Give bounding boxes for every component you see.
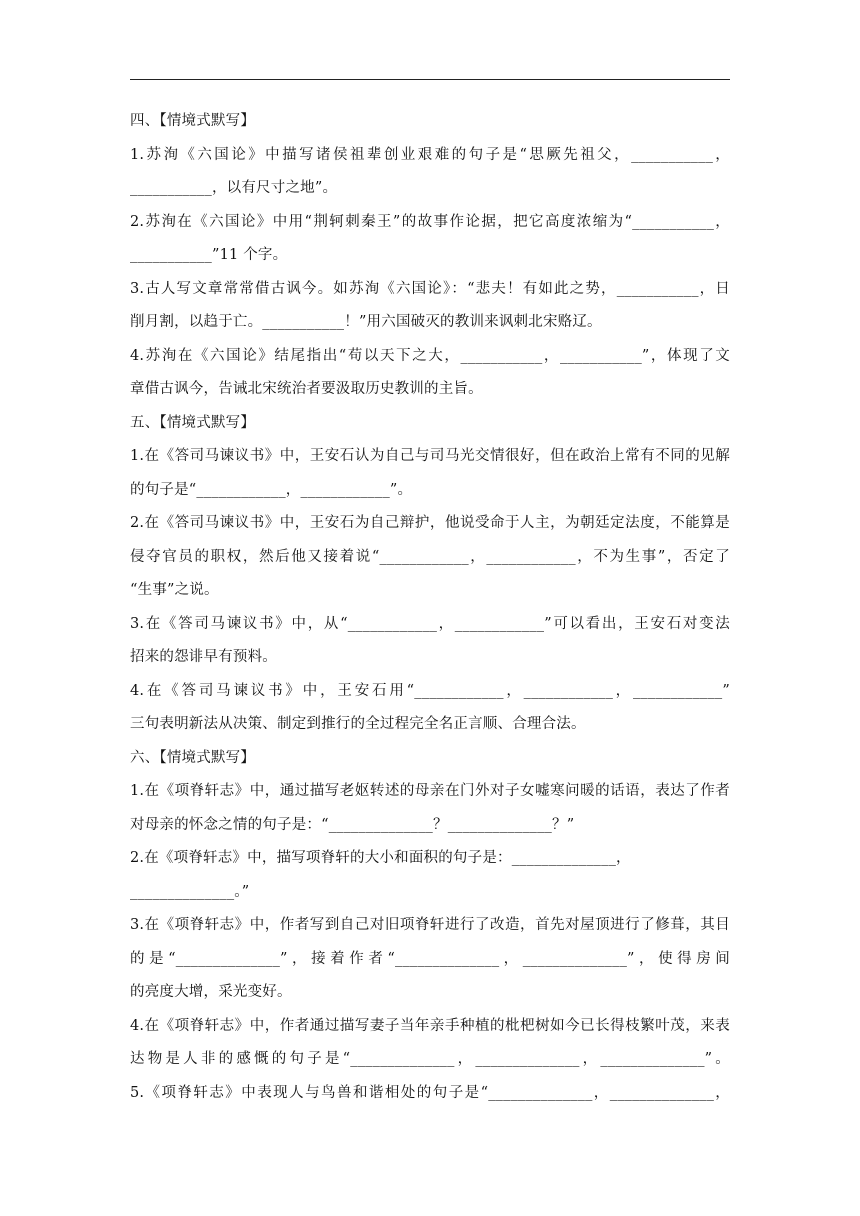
- question-line: 1.苏洵《六国论》中描写诸侯祖辈创业艰难的句子是“思厥先祖父，___________，: [130, 146, 730, 163]
- header-rule: [130, 79, 730, 80]
- question-line: 4.在《项脊轩志》中，作者通过描写妻子当年亲手种植的枇杷树如今已长得枝繁叶茂，来表: [130, 1017, 730, 1034]
- question-line: 1.在《答司马谏议书》中，王安石认为自己与司马光交情很好，但在政治上常有不同的见解: [130, 448, 730, 464]
- question-line: 的句子是“____________，____________”。: [130, 481, 413, 498]
- worksheet-content: [130, 105, 730, 1110]
- question-line: “生事”之说。: [130, 582, 219, 598]
- question-line: 2.苏洵在《六国论》中用“荆轲刺秦王”的故事作论据，把它高度浓缩为“___________，: [130, 213, 730, 230]
- question-line: 2.在《项脊轩志》中，描写项脊轩的大小和面积的句子是：______________，: [130, 850, 631, 866]
- question-line: 3.古人写文章常常借古讽今。如苏洵《六国论》：“悲夫！有如此之势，___________，日: [130, 280, 730, 297]
- question-line: ___________”11 个字。: [130, 247, 288, 263]
- section-heading: 六、【情境式默写】: [130, 749, 256, 766]
- section-heading: 四、【情境式默写】: [130, 113, 256, 129]
- question-line: 的是“______________”，接着作者“______________，______________”，使得房间: [130, 950, 730, 967]
- question-line: 对母亲的怀念之情的句子是：“______________？______________？”: [130, 816, 575, 833]
- question-line: 3.在《项脊轩志》中，作者写到自己对旧项脊轩进行了改造，首先对屋顶进行了修葺，其目: [130, 917, 730, 933]
- section-heading: 五、【情境式默写】: [130, 414, 256, 431]
- question-line: ___________，以有尺寸之地”。: [130, 180, 338, 196]
- question-line: 的亮度大增，采光变好。: [130, 984, 292, 1000]
- question-line: 2.在《答司马谏议书》中，王安石为自己辩护，他说受命于人主，为朝廷定法度，不能算是: [130, 515, 730, 531]
- question-line: 达物是人非的感慨的句子是“______________，______________，______________”。: [130, 1051, 730, 1067]
- question-line: 3.在《答司马谏议书》中，从“____________，____________”可以看出，王安石对变法: [130, 615, 730, 632]
- question-line: 4.在《答司马谏议书》中，王安石用“____________，____________，____________”: [130, 682, 730, 699]
- question-line: 招来的怨诽早有预料。: [130, 649, 277, 665]
- question-line: 4.苏洵在《六国论》结尾指出“苟以天下之大，___________，___________”，体现了文: [130, 347, 730, 364]
- question-line: 三句表明新法从决策、制定到推行的全过程完全名正言顺、合理合法。: [130, 716, 586, 732]
- question-line: 削月割，以趋于亡。___________！”用六国破灭的教训来讽刺北宋赂辽。: [130, 314, 602, 330]
- question-line: ______________。”: [130, 883, 250, 900]
- question-line: 侵夺官员的职权，然后他又接着说“____________，____________，不为生事”，否定了: [130, 548, 730, 565]
- question-line: 1.在《项脊轩志》中，通过描写老妪转述的母亲在门外对子女嘘寒问暖的话语，表达了作者: [130, 783, 730, 799]
- question-line: 章借古讽今，告诫北宋统治者要汲取历史教训的主旨。: [130, 381, 483, 397]
- question-line: 5.《项脊轩志》中表现人与鸟兽和谐相处的句子是“______________，______________，: [130, 1084, 730, 1101]
